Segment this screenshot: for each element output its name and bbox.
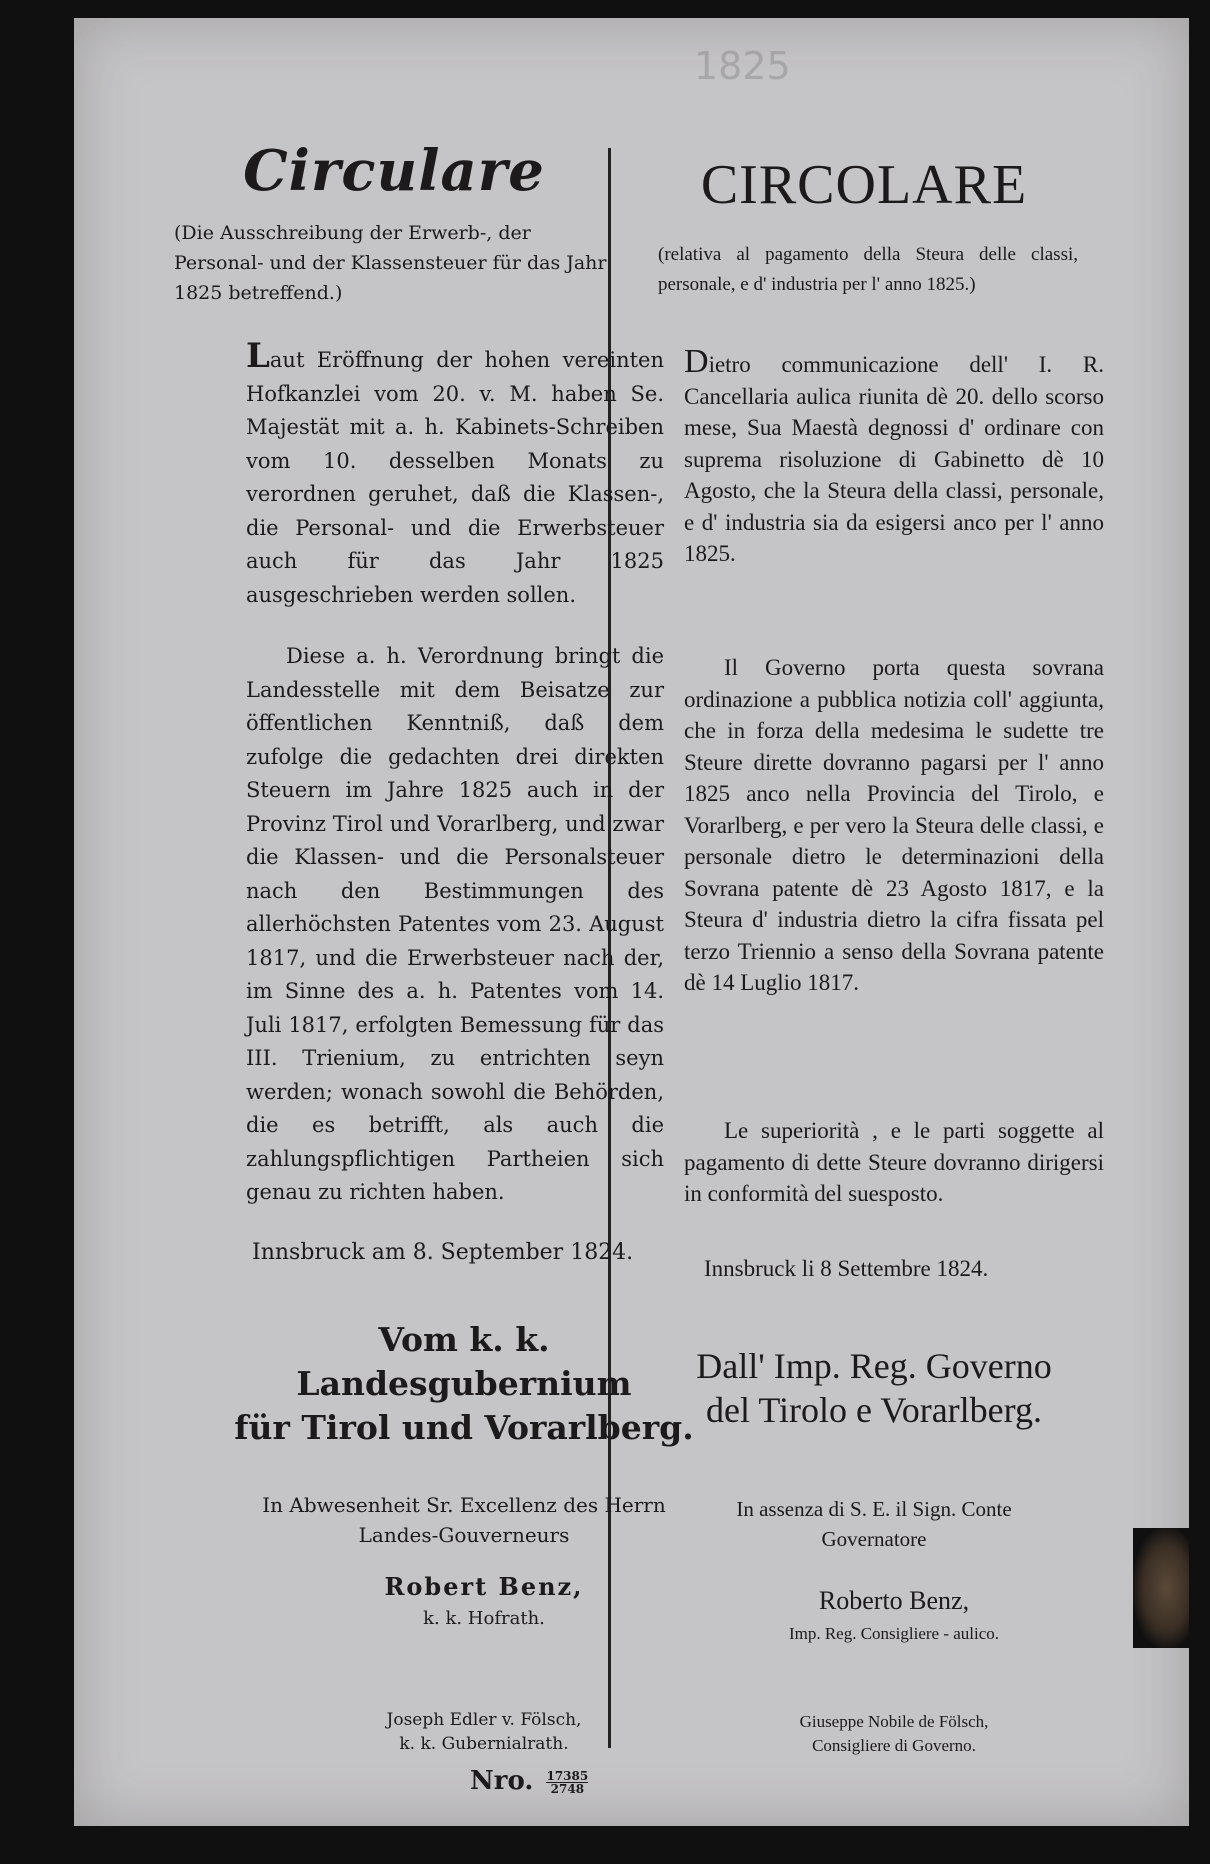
italian-subtitle: (relativa al pagamento della Steura delle classi, personale, e d' industria per l' anno 1825.) [658,244,1078,295]
number-denominator: 2748 [550,1781,585,1796]
italian-absence-line-2: Governatore [821,1527,927,1551]
italian-place-date: Innsbruck li 8 Settembre 1824. [704,1256,989,1281]
italian-absence-line-1: In assenza di S. E. il Sign. Conte [736,1497,1012,1521]
italian-authority-line-1: Dall' Imp. Reg. Governo [696,1346,1052,1386]
pencil-mark: 1825 [694,44,791,88]
german-clerk-name: Joseph Edler v. Fölsch, [386,1710,582,1730]
italian-clerk [674,1710,1114,1758]
italian-clerk-name: Giuseppe Nobile de Fölsch, [799,1712,989,1731]
german-signer: Robert Benz, [384,1572,584,1601]
italian-paragraph-2: Il Governo porta questa sovrana ordinazione a pubblica notizia coll' aggiunta, che in forza della medesima le sudette tre Steure dirette dovranno pagarsi per l' anno 1825 anco nella Provincia del Tirolo, e Vorarlberg, e per vero la Steura delle classi, e personale dietro le determinazioni della Sovrana patente dè 23 Agosto 1817, e la Steura d' industria dietro la cifra fissata pel terzo Triennio a senso della Sovrana patente dè 14 Luglio 1817. [684,655,1104,995]
italian-paragraph-3: Le superiorità , e le parti soggette al pagamento di dette Steure dovranno dirigersi in conformità del suesposto. [684,1118,1104,1206]
german-absence-line-1: In Abwesenheit Sr. Excellenz des Herrn [262,1493,666,1517]
german-absence [234,1490,694,1550]
document-number [470,1766,588,1796]
german-signer-title: k. k. Hofrath. [423,1608,545,1629]
italian-title: CIRCOLARE [700,154,1028,216]
number-fraction [546,1770,588,1795]
german-authority-line-2: für Tirol und Vorarlberg. [234,1408,694,1447]
german-paragraph-2: Diese a. h. Verordnung bringt die Landesstelle mit dem Beisatze zur öffentlichen Kenntniß, daß dem zufolge die gedachten drei direkten Steuern im Jahre 1825 auch in der Provinz Tirol und Vorarlberg, und zwar die Klassen- und die Personalsteuer nach den Bestimmungen des allerhöchsten Patentes vom 23. August 1817, und die Erwerbsteuer nach der, im Sinne des a. h. Patentes vom 14. Juli 1817, erfolgten Bemessung für das III. Trienium, zu entrichten seyn werden; wonach sowohl die Behörden, die es betrifft, als auch die zahlungspflichtigen Partheien sich genau zu richten haben. [246,644,664,1204]
number-numerator: 17385 [546,1768,589,1783]
german-paragraph-1: Laut Eröffnung der hohen vereinten Hofkanzlei vom 20. v. M. haben Se. Majestät mit a. h. Kabinets-Schreiben vom 10. desselben Monats zu verordnen geruhet, daß die Klassen-, die Personal- und die Erwerbsteuer auch für das Jahr 1825 ausgeschrieben werden sollen. [246,336,664,607]
document-sheet [74,18,1189,1826]
italian-signer: Roberto Benz, [818,1586,970,1615]
german-subtitle: (Die Ausschreibung der Erwerb-, der Personal- und der Klassensteuer für das Jahr 1825 betreffend.) [174,222,607,304]
italian-absence [654,1494,1094,1554]
italian-clerk-title: Consigliere di Governo. [812,1736,976,1755]
italian-signer-title: Imp. Reg. Consigliere - aulico. [788,1624,1000,1643]
paper-tear [1133,1528,1189,1648]
german-title: Circulare [243,138,545,204]
number-prefix: Nro. [470,1766,534,1796]
german-clerk-title: k. k. Gubernialrath. [399,1734,569,1754]
italian-paragraph-1: Dietro communicazione dell' I. R. Cancellaria aulica riunita dè 20. dello scorso mese, Sua Maestà degnossi d' ordinare con suprema risoluzione di Gabinetto dè 10 Agosto, che la Steura della classi, personale, e d' industria sia da esigersi anco per l' anno 1825. [684,343,1104,566]
italian-authority-line-2: del Tirolo e Vorarlberg. [705,1390,1042,1430]
german-clerk [334,1708,634,1756]
italian-authority [654,1344,1094,1432]
german-absence-line-2: Landes-Gouverneurs [358,1523,570,1547]
german-authority-line-1: Vom k. k. Landesgubernium [296,1320,632,1403]
german-place-date: Innsbruck am 8. September 1824. [252,1240,634,1265]
german-authority [234,1318,694,1450]
